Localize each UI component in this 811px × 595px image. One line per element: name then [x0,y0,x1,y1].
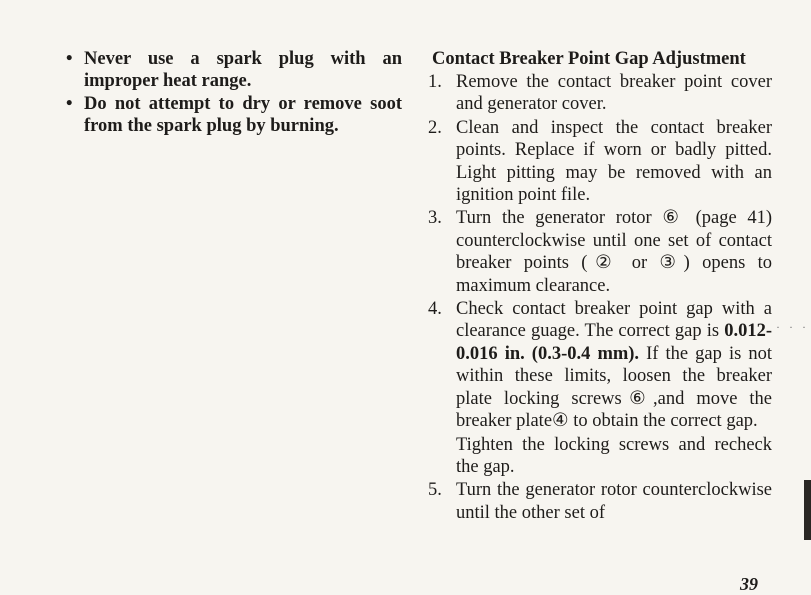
step-4-note: Tighten the locking screws and recheck the gap. [456,434,772,477]
scan-edge-shadow [804,480,811,540]
step-text: If the gap is not within these limits, loosen the breaker plate locking screws⑥,and move the breaker plate④ to obtain the correct gap. [456,343,772,432]
warning-text: Never use a spark plug with an improper heat range. [84,49,402,91]
step-3 [428,207,772,297]
step-5 [428,479,772,524]
step-number: 4. [428,299,442,320]
step-number: 2. [428,117,442,138]
scan-marks: · · · [776,320,809,334]
warnings-column [62,48,402,138]
step-number: 3. [428,208,442,229]
warning-bullet [62,93,402,137]
step-text: Turn the generator rotor ⑥ (page 41) counterclockwise until one set of contact breaker points (② or ③) opens to maximum clearance. [456,208,772,296]
bullet-dot-icon: • [66,94,73,114]
procedure-column [428,48,772,525]
bullet-dot-icon: • [66,49,73,69]
section-title: Contact Breaker Point Gap Adjustment [432,49,746,69]
step-number: 1. [428,72,442,92]
step-1 [428,71,772,116]
step-number: 5. [428,480,442,501]
step-4 [428,298,772,432]
gap-spec: 0.012-0.016 in. (0.3-0.4 mm). [456,321,772,364]
step-text: Clean and inspect the contact breaker points. Replace if worn or badly pitted. Light pitting may be removed with an ignition point file. [456,117,772,206]
step-text: Turn the generator rotor counterclockwise until the other set of [456,480,772,523]
step-2 [428,117,772,207]
page-number: 39 [740,574,758,594]
step-text: Check contact breaker point gap with a clearance guage. The correct gap is [456,299,772,342]
warning-bullet [62,48,402,92]
warning-text: Do not attempt to dry or remove soot from the spark plug by burning. [84,94,402,136]
step-text: Remove the contact breaker point cover and generator cover. [456,72,772,115]
